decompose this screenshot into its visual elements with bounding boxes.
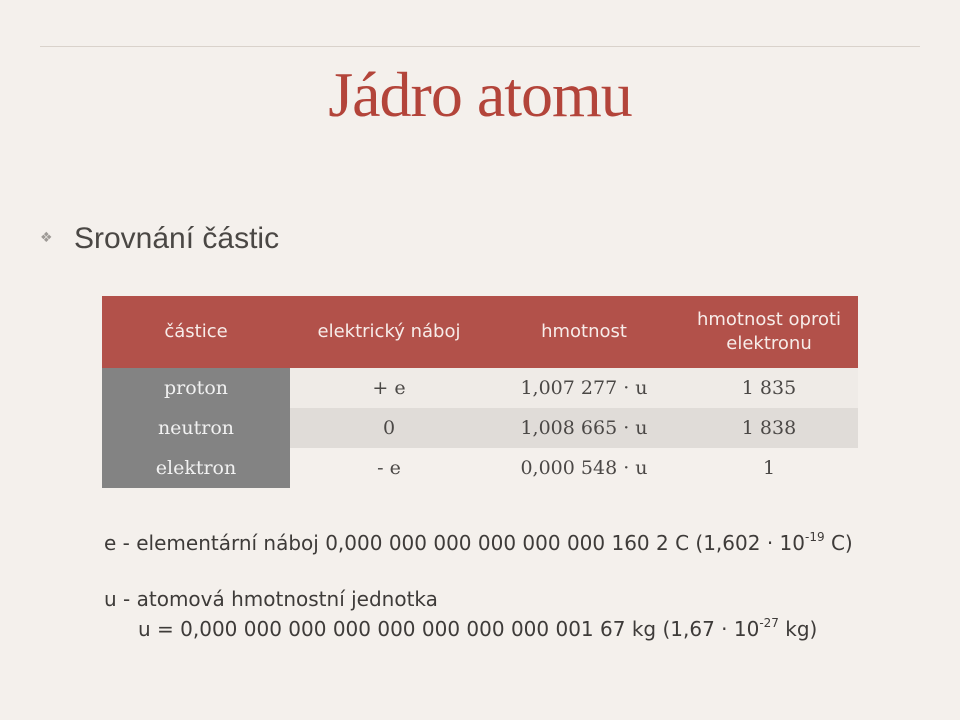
cell-relative-mass: 1 838: [680, 408, 858, 448]
table-row: [102, 408, 858, 448]
cell-particle: elektron: [102, 448, 290, 488]
cell-charge: + e: [290, 368, 488, 408]
atomic-mass-unit-value: [104, 614, 853, 644]
u-unit: kg): [778, 617, 818, 641]
elementary-charge-definition: [104, 528, 853, 558]
u-value-text: u = 0,000 000 000 000 000 000 000 000 001 67 kg (1,67 · 10: [138, 617, 760, 641]
notes: [104, 528, 853, 644]
cell-charge: 0: [290, 408, 488, 448]
diamond-ornament-icon: ❖: [40, 228, 53, 245]
particles-table: [102, 296, 858, 488]
cell-mass: 0,000 548 · u: [488, 448, 680, 488]
cell-charge: - e: [290, 448, 488, 488]
cell-particle: neutron: [102, 408, 290, 448]
e-exponent: -19: [805, 530, 825, 544]
u-exponent: -27: [759, 616, 779, 630]
cell-particle: proton: [102, 368, 290, 408]
cell-mass: 1,007 277 · u: [488, 368, 680, 408]
table-row: [102, 368, 858, 408]
bullet-text: Srovnání částic: [74, 222, 280, 255]
cell-mass: 1,008 665 · u: [488, 408, 680, 448]
e-def-text: e - elementární náboj 0,000 000 000 000 000 000 160 2 C (1,602 · 10: [104, 531, 805, 555]
bullet-item: [40, 222, 279, 256]
header-relative-mass-text: hmotnost oproti elektronu: [696, 309, 842, 354]
cell-relative-mass: 1 835: [680, 368, 858, 408]
header-relative-mass: [680, 296, 858, 368]
top-divider: [40, 46, 920, 47]
table-header-row: [102, 296, 858, 368]
e-unit: C): [824, 531, 853, 555]
header-particle: částice: [102, 296, 290, 368]
table-row: [102, 448, 858, 488]
header-charge: elektrický náboj: [290, 296, 488, 368]
cell-relative-mass: 1: [680, 448, 858, 488]
header-mass: hmotnost: [488, 296, 680, 368]
slide-title: Jádro atomu: [328, 59, 632, 130]
atomic-mass-unit-definition: u - atomová hmotnostní jednotka: [104, 587, 438, 611]
